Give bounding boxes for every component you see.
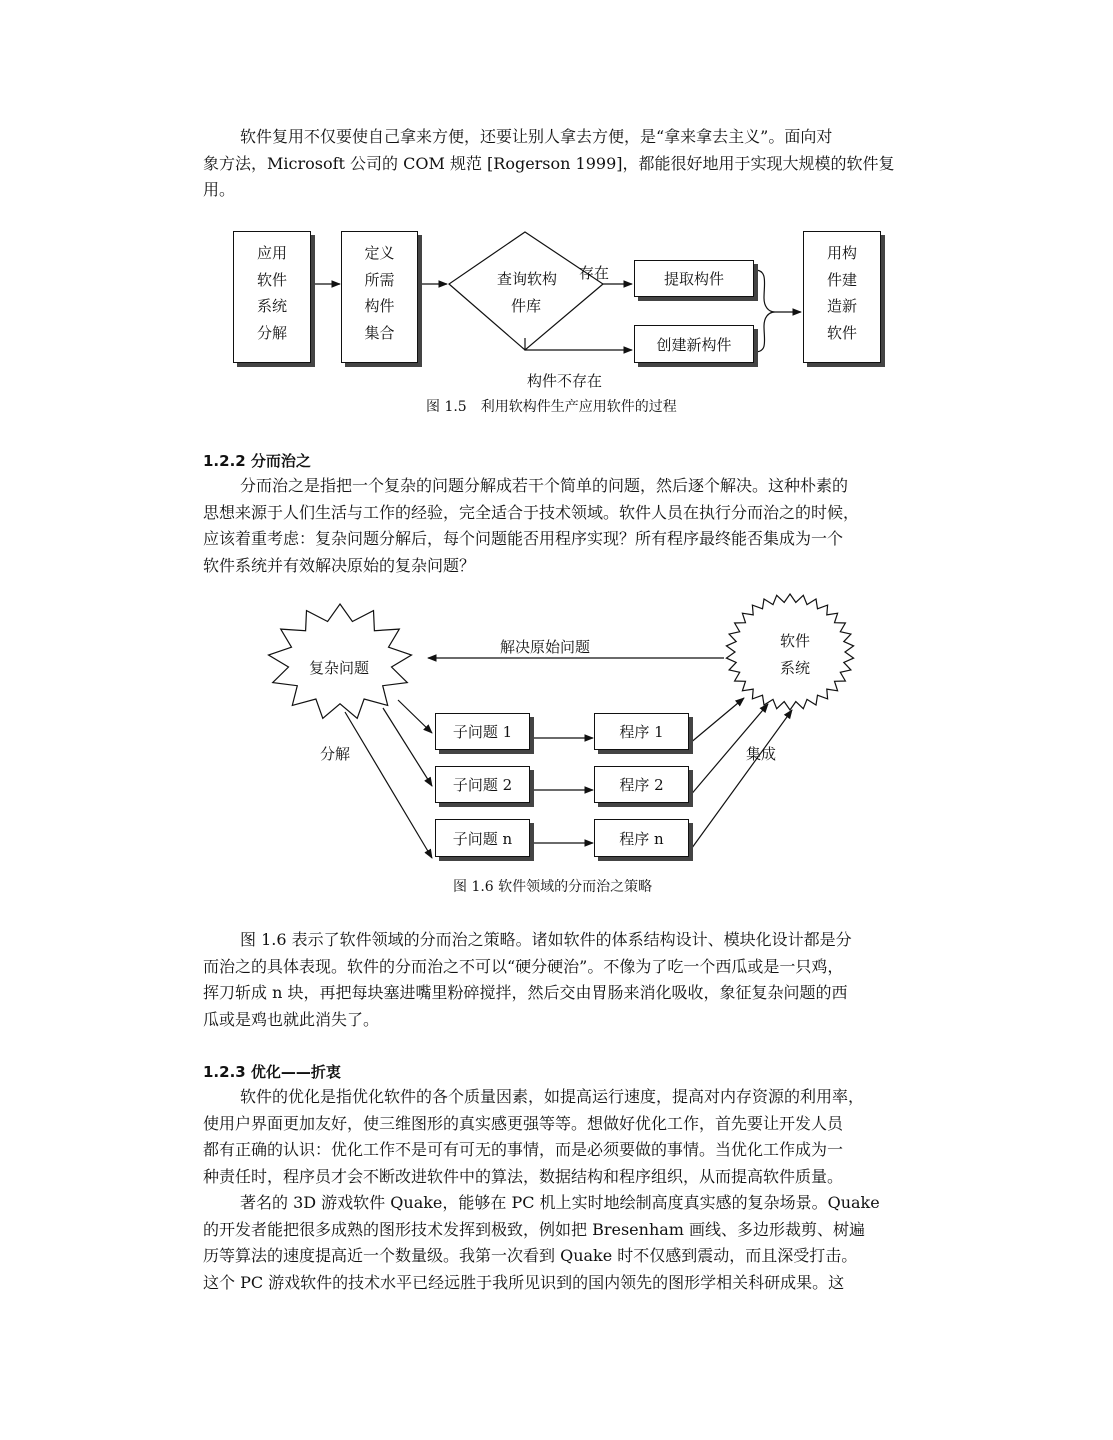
text-line: 使用户界面更加友好，使三维图形的真实感更强等等。想做好优化工作，首先要让开发人员 [203,1113,844,1133]
section-1-2-3-paragraph-1 [203,1084,913,1190]
integrate-label: 集成 [746,745,777,763]
section-heading-1-2-2: 1.2.2 分而治之 [203,452,311,470]
text-line: 的开发者能把很多成熟的图形技术发挥到极致，例如把 Bresenham 画线、多边形裁剪、树遍 [203,1219,866,1239]
figure-1-5-caption: 图 1.5 利用软构件生产应用软件的过程 [426,399,677,415]
arrow-prog1-to-system [689,698,744,744]
figure-1-6-caption: 图 1.6 软件领域的分而治之策略 [453,879,653,895]
box-text: 集合 [364,323,395,342]
box-text: 件建 [826,270,857,289]
decompose-label: 分解 [320,745,351,763]
arrow-to-subproblem-1 [398,700,432,733]
diamond-text: 查询软构 [497,270,558,288]
box-text: 造新 [826,297,857,315]
software-system-starburst [726,594,853,710]
box-text: 应用 [256,244,287,262]
subproblem-n-box: 子问题 n [435,819,530,857]
text-line: 瓜或是鸡也就此消失了。 [203,1009,380,1029]
text-line: 软件的优化是指优化软件的各个质量因素，如提高运行速度，提高对内存资源的利用率， [240,1087,865,1106]
text-line: 历等算法的速度提高近一个数量级。我第一次看到 Quake 时不仅感到震动，而且深受打击。 [203,1246,858,1265]
software-system-label: 系统 [780,659,811,677]
subproblem-1-box: 子问题 1 [435,713,530,750]
figure-discussion-paragraph [203,927,913,1033]
text-line: 思想来源于人们生活与工作的经验，完全适合于技术领域。软件人员在执行分而治之的时候， [203,502,860,522]
text-line: 挥刀斩成 n 块，再把每块塞进嘴里粉碎搅拌，然后交由胃肠来消化吸收，象征复杂问题的西 [203,983,848,1002]
arrow-to-subproblem-n [345,712,432,858]
text-line: 这个 PC 游戏软件的技术水平已经远胜于我所见识到的国内领先的图形学相关科研成果。这 [203,1272,845,1292]
box-text: 用构 [826,244,857,262]
not-exist-label: 构件不存在 [527,372,603,390]
box-text: 定义 [364,244,395,262]
program-2-box: 程序 2 [594,766,689,803]
box-text: 软件 [826,323,857,342]
text-line: 著名的 3D 游戏软件 Quake，能够在 PC 机上实时地绘制高度真实感的复杂场景。Quake [240,1193,880,1212]
text-line: 都有正确的认识：优化工作不是可有可无的事情，而是必须要做的事情。当优化工作成为一 [203,1140,844,1159]
create-component-box: 创建新构件 [634,325,754,363]
fetch-component-box: 提取构件 [634,260,754,297]
box-text: 分解 [256,323,287,342]
text-line: 用。 [203,180,236,199]
text-line: 图 1.6 表示了软件领域的分而治之策略。诸如软件的体系结构设计、模块化设计都是分 [240,930,852,949]
section-heading-1-2-3: 1.2.3 优化——折衷 [203,1063,341,1081]
program-1-box: 程序 1 [594,713,689,750]
software-system-label: 软件 [780,632,811,650]
box-text: 软件 [256,270,287,289]
box-text: 构件 [364,297,395,315]
program-n-box: 程序 n [594,819,689,857]
text-line: 分而治之是指把一个复杂的问题分解成若干个简单的问题，然后逐个解决。这种朴素的 [240,476,849,495]
solve-label: 解决原始问题 [500,638,591,656]
diamond-text: 件库 [511,297,542,315]
text-line: 象方法，Microsoft 公司的 COM 规范 [Rogerson 1999]，都能很好地用于实现大规模的软件复 [203,153,895,173]
text-line: 软件复用不仅要使自己拿来方便，还要让别人拿去方便，是“拿来拿去主义”。面向对 [240,127,833,146]
subproblem-2-box: 子问题 2 [435,766,530,803]
exist-label: 存在 [579,264,610,282]
text-line: 应该着重考虑：复杂问题分解后，每个问题能否用程序实现？所有程序最终能否集成为一个 [203,529,844,548]
box-text: 所需 [364,270,395,289]
section-1-2-3-paragraph-2 [203,1190,913,1296]
text-line: 软件系统并有效解决原始的复杂问题？ [203,555,476,575]
box-text: 系统 [256,297,287,315]
complex-problem-label: 复杂问题 [309,659,370,677]
text-line: 种责任时，程序员才会不断改进软件中的算法，数据结构和程序组织，从而提高软件质量。 [203,1166,844,1186]
arrow-to-subproblem-2 [383,708,432,786]
text-line: 而治之的具体表现。软件的分而治之不可以“硬分硬治”。不像为了吃一个西瓜或是一只鸡， [203,956,844,976]
